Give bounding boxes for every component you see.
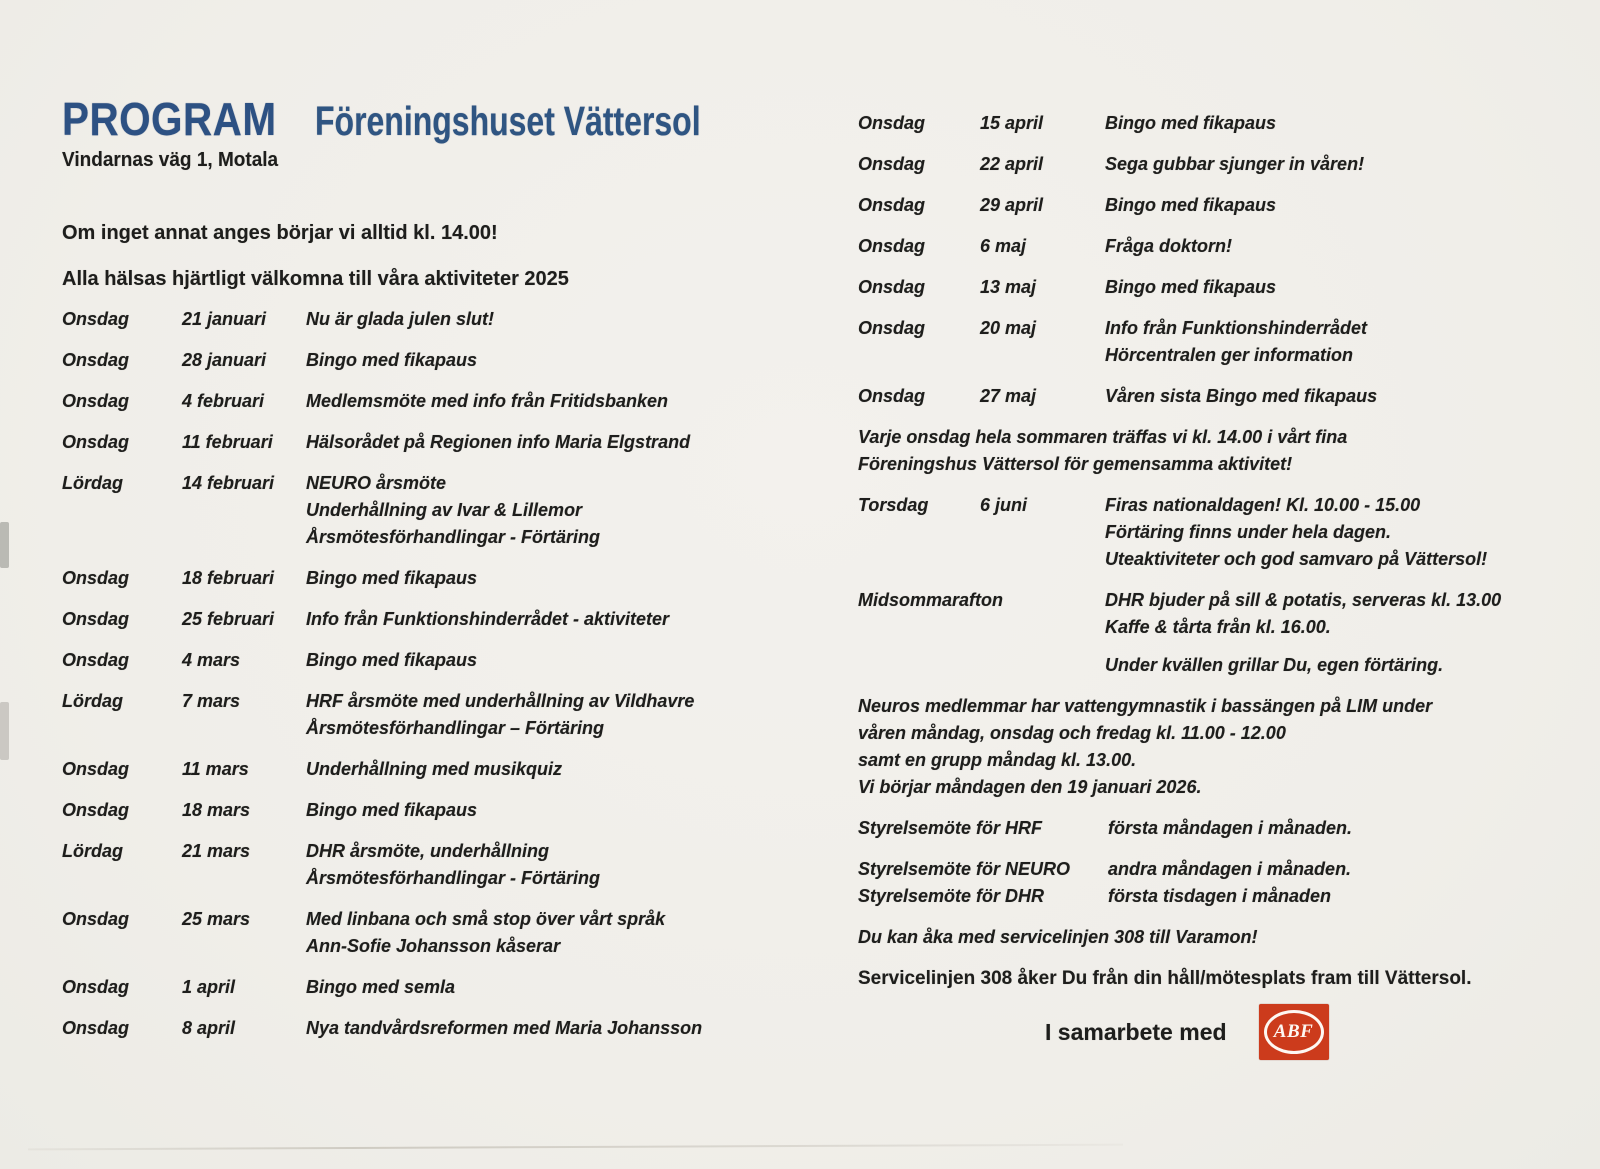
- summer-wednesdays-note: [858, 424, 1548, 478]
- activity-cell: [306, 688, 772, 742]
- day-cell: Onsdag: [858, 318, 926, 338]
- activity-line: Bingo med semla: [306, 977, 456, 997]
- schedule-right-column: [858, 110, 1548, 992]
- activity-cell: [1105, 192, 1548, 219]
- board-meeting-row: [858, 815, 1548, 842]
- schedule-row: [62, 347, 772, 374]
- day-cell: Onsdag: [62, 909, 130, 929]
- board-meeting-label: Styrelsemöte för NEURO: [858, 859, 1071, 879]
- activity-cell: [306, 347, 772, 374]
- activity-line: Nu är glada julen slut!: [306, 309, 495, 329]
- activity-cell: [1105, 492, 1548, 573]
- board-meeting-group: [858, 856, 1548, 910]
- day-cell: Onsdag: [858, 277, 926, 297]
- day-cell: Lördag: [62, 841, 123, 861]
- activity-line: Med linbana och små stop över vårt språk: [306, 909, 666, 929]
- activity-cell: [306, 838, 772, 892]
- date-cell: 6 maj: [980, 236, 1027, 256]
- water-gymnastics-note: [858, 693, 1548, 801]
- cooperation-text: I samarbete med: [1045, 1019, 1227, 1045]
- note-line: Neuros medlemmar har vattengymnastik i bassängen på LIM under: [858, 696, 1433, 716]
- activity-cell: [306, 565, 772, 592]
- schedule-row: [858, 274, 1548, 301]
- date-cell: 6 juni: [980, 495, 1028, 515]
- schedule-row: [62, 756, 772, 783]
- day-cell: Onsdag: [62, 432, 130, 452]
- activity-line: Medlemsmöte med info från Fritidsbanken: [306, 391, 669, 411]
- date-cell: 20 maj: [980, 318, 1037, 338]
- day-cell: Torsdag: [858, 495, 929, 515]
- service-line-308-note: Du kan åka med servicelinjen 308 till Varamon!: [858, 927, 1258, 947]
- day-cell: Onsdag: [62, 391, 130, 411]
- activity-line: Bingo med fikapaus: [306, 800, 478, 820]
- activity-cell: [306, 974, 772, 1001]
- activity-line: Årsmötesförhandlingar - Förtäring: [306, 527, 601, 547]
- date-cell: 21 mars: [182, 841, 251, 861]
- schedule-row: [62, 606, 772, 633]
- date-cell: 4 mars: [182, 650, 241, 670]
- schedule-row: [858, 587, 1548, 679]
- activity-line: Fråga doktorn!: [1105, 236, 1233, 256]
- activity-line: Nya tandvårdsreformen med Maria Johansson: [306, 1018, 703, 1038]
- schedule-row: [62, 688, 772, 742]
- schedule-row: [858, 110, 1548, 137]
- page-title: PROGRAM: [62, 93, 277, 145]
- activity-cell: [306, 647, 772, 674]
- board-meeting-label: Styrelsemöte för HRF: [858, 818, 1043, 838]
- schedule-row: [62, 797, 772, 824]
- activity-line: Bingo med fikapaus: [1105, 113, 1277, 133]
- activity-cell: [1105, 274, 1548, 301]
- day-cell: Onsdag: [62, 568, 130, 588]
- scan-crease-artifact: [28, 1144, 1123, 1151]
- day-cell: Onsdag: [62, 609, 130, 629]
- board-meetings-block: [858, 815, 1548, 910]
- date-cell: 21 januari: [182, 309, 267, 329]
- schedule-row: [62, 1015, 772, 1042]
- schedule-row: [858, 492, 1548, 573]
- activity-line: DHR årsmöte, underhållning: [306, 841, 550, 861]
- activity-line: Uteaktiviteter och god samvaro på Vättersol!: [1105, 549, 1488, 569]
- date-cell: 11 mars: [182, 759, 249, 779]
- day-cell: Onsdag: [858, 386, 926, 406]
- activity-line: Info från Funktionshinderrådet - aktiviteter: [306, 609, 670, 629]
- activity-line: Bingo med fikapaus: [306, 350, 478, 370]
- activity-cell: [306, 470, 772, 551]
- activity-line: HRF årsmöte med underhållning av Vildhavre: [306, 691, 695, 711]
- scan-edge-smudge: [0, 522, 9, 568]
- service-line-308-detail: Servicelinjen 308 åker Du från din håll/mötesplats fram till Vättersol.: [858, 968, 1472, 989]
- date-cell: 22 april: [980, 154, 1044, 174]
- schedule-row: [858, 192, 1548, 219]
- date-cell: [980, 587, 1105, 679]
- date-cell: 25 mars: [182, 909, 251, 929]
- activity-line: Våren sista Bingo med fikapaus: [1105, 386, 1378, 406]
- schedule-row: [858, 315, 1548, 369]
- day-cell: Onsdag: [858, 236, 926, 256]
- intro-start-time-note: Om inget annat anges börjar vi alltid kl. 14.00!: [62, 222, 498, 244]
- day-cell: Onsdag: [858, 154, 926, 174]
- activity-line: Årsmötesförhandlingar - Förtäring: [306, 868, 601, 888]
- day-cell: Onsdag: [858, 113, 926, 133]
- activity-line: Kaffe & tårta från kl. 16.00.: [1105, 617, 1331, 637]
- date-cell: 8 april: [182, 1018, 236, 1038]
- schedule-row: [62, 974, 772, 1001]
- day-cell: Onsdag: [62, 977, 130, 997]
- date-cell: 14 februari: [182, 473, 275, 493]
- date-cell: 13 maj: [980, 277, 1037, 297]
- activity-line: Ann-Sofie Johansson kåserar: [306, 936, 561, 956]
- note-line: Föreningshus Vättersol för gemensamma aktivitet!: [858, 454, 1293, 474]
- day-cell: Lördag: [62, 691, 123, 711]
- abf-logo-oval: [1264, 1010, 1324, 1054]
- activity-line: Under kvällen grillar Du, egen förtäring.: [1105, 655, 1444, 675]
- schedule-row: [62, 306, 772, 333]
- schedule-row: [858, 233, 1548, 260]
- activity-cell: [1105, 587, 1548, 679]
- schedule-summer-block: [858, 492, 1548, 679]
- schedule-row: [858, 151, 1548, 178]
- address-line: Vindarnas väg 1, Motala: [62, 149, 279, 171]
- board-meeting-schedule: andra måndagen i månaden.: [1108, 859, 1352, 879]
- activity-line: Hälsorådet på Regionen info Maria Elgstrand: [306, 432, 691, 452]
- activity-line: Underhållning av Ivar & Lillemor: [306, 500, 583, 520]
- activity-line: NEURO årsmöte: [306, 473, 447, 493]
- activity-cell: [1105, 110, 1548, 137]
- activity-cell: [306, 906, 772, 960]
- date-cell: 28 januari: [182, 350, 267, 370]
- date-cell: 11 februari: [182, 432, 273, 452]
- schedule-row: [62, 906, 772, 960]
- activity-cell: [306, 306, 772, 333]
- date-cell: 18 mars: [182, 800, 251, 820]
- activity-cell: [306, 606, 772, 633]
- activity-line: Bingo med fikapaus: [1105, 195, 1277, 215]
- activity-line: Årsmötesförhandlingar – Förtäring: [306, 718, 605, 738]
- date-cell: 1 april: [182, 977, 236, 997]
- board-meeting-row: [858, 883, 1548, 910]
- intro-welcome-note: Alla hälsas hjärtligt välkomna till våra aktiviteter 2025: [62, 268, 569, 290]
- date-cell: 4 februari: [182, 391, 265, 411]
- day-cell: Onsdag: [62, 800, 130, 820]
- activity-line: Bingo med fikapaus: [306, 650, 478, 670]
- activity-cell: [306, 429, 772, 456]
- schedule-spring-block: [858, 110, 1548, 410]
- activity-line: Bingo med fikapaus: [306, 568, 478, 588]
- date-cell: 18 februari: [182, 568, 275, 588]
- day-cell: Lördag: [62, 473, 123, 493]
- day-cell: Onsdag: [858, 195, 926, 215]
- scan-edge-smudge: [0, 702, 9, 760]
- abf-logo-text: ABF: [1273, 1020, 1314, 1042]
- board-meeting-schedule: första måndagen i månaden.: [1108, 818, 1353, 838]
- board-meeting-row: [858, 856, 1548, 883]
- day-cell: Midsommarafton: [858, 590, 1004, 610]
- schedule-row: [62, 470, 772, 551]
- activity-line: Förtäring finns under hela dagen.: [1105, 522, 1392, 542]
- note-line: våren måndag, onsdag och fredag kl. 11.00 - 12.00: [858, 723, 1286, 743]
- venue-title: Föreningshuset Vättersol: [315, 98, 701, 144]
- activity-line: [1105, 641, 1548, 652]
- day-cell: Onsdag: [62, 1018, 130, 1038]
- schedule-left-column: [62, 306, 772, 1056]
- schedule-row: [62, 388, 772, 415]
- board-meeting-schedule: första tisdagen i månaden: [1108, 886, 1332, 906]
- day-cell: Onsdag: [62, 759, 130, 779]
- schedule-row: [62, 429, 772, 456]
- date-cell: 29 april: [980, 195, 1044, 215]
- board-meeting-group: [858, 815, 1548, 842]
- activity-line: DHR bjuder på sill & potatis, serveras kl. 13.00: [1105, 590, 1502, 610]
- board-meeting-label: Styrelsemöte för DHR: [858, 886, 1045, 906]
- activity-cell: [1105, 383, 1548, 410]
- activity-cell: [306, 797, 772, 824]
- activity-line: Underhållning med musikquiz: [306, 759, 563, 779]
- activity-cell: [1105, 315, 1548, 369]
- activity-line: Firas nationaldagen! Kl. 10.00 - 15.00: [1105, 495, 1421, 515]
- note-line: Varje onsdag hela sommaren träffas vi kl. 14.00 i vårt fina: [858, 427, 1348, 447]
- note-line: samt en grupp måndag kl. 13.00.: [858, 750, 1137, 770]
- abf-logo: [1259, 1004, 1329, 1060]
- activity-cell: [306, 1015, 772, 1042]
- cooperation-footer: [1045, 1004, 1329, 1060]
- day-cell: Onsdag: [62, 650, 130, 670]
- date-cell: 25 februari: [182, 609, 275, 629]
- activity-line: Sega gubbar sjunger in våren!: [1105, 154, 1365, 174]
- activity-line: Bingo med fikapaus: [1105, 277, 1277, 297]
- activity-cell: [306, 388, 772, 415]
- schedule-row: [62, 838, 772, 892]
- day-cell: Onsdag: [62, 350, 130, 370]
- date-cell: 27 maj: [980, 386, 1037, 406]
- schedule-row: [62, 647, 772, 674]
- note-line: Vi börjar måndagen den 19 januari 2026.: [858, 777, 1202, 797]
- activity-line: Info från Funktionshinderrådet: [1105, 318, 1368, 338]
- activity-cell: [1105, 233, 1548, 260]
- day-cell: Onsdag: [62, 309, 130, 329]
- date-cell: 15 april: [980, 113, 1044, 133]
- schedule-row: [858, 383, 1548, 410]
- date-cell: 7 mars: [182, 691, 241, 711]
- activity-cell: [1105, 151, 1548, 178]
- schedule-row: [62, 565, 772, 592]
- activity-line: Hörcentralen ger information: [1105, 345, 1354, 365]
- activity-cell: [306, 756, 772, 783]
